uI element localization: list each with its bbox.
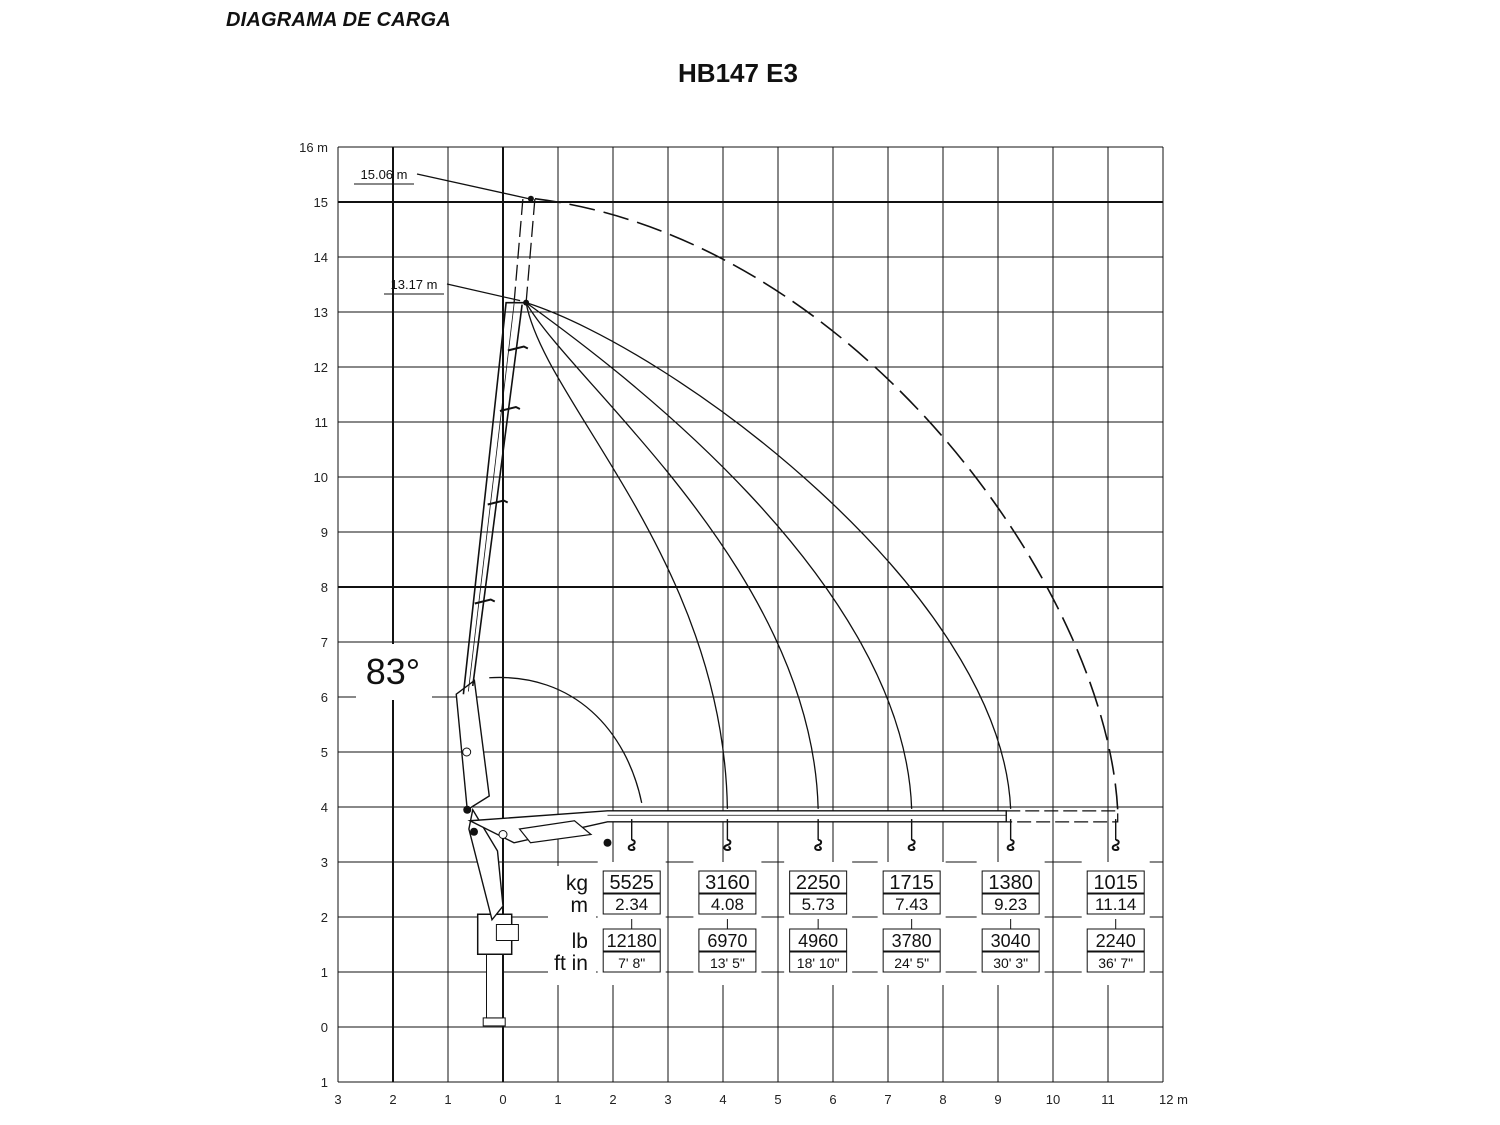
y-tick-label: 13 — [313, 305, 328, 320]
load-kg: 3160 — [705, 872, 750, 894]
load-kg: 1015 — [1093, 872, 1138, 894]
jib-outline — [1006, 811, 1117, 822]
y-tick-label: 5 — [320, 745, 328, 760]
x-tick-label: 10 — [1045, 1092, 1061, 1107]
x-tick-label: 1 — [444, 1092, 452, 1107]
reach-m: 11.14 — [1095, 895, 1137, 914]
pivot-joint — [463, 806, 471, 814]
x-tick-label: 4 — [719, 1092, 727, 1107]
y-tick-label: 6 — [320, 690, 328, 705]
x-tick-label: 1 — [554, 1092, 562, 1107]
x-tick-label: 3 — [334, 1092, 342, 1107]
load-lb: 12180 — [606, 931, 657, 951]
load-boxes — [603, 871, 1144, 972]
load-lb: 3780 — [891, 931, 932, 951]
x-tick-label: 8 — [939, 1092, 947, 1107]
y-tick-label: 8 — [320, 580, 328, 595]
y-tick-label: 9 — [320, 525, 328, 540]
model-title: HB147 E3 — [678, 58, 798, 88]
x-tick-label: 9 — [994, 1092, 1002, 1107]
lift-curves — [489, 199, 1117, 810]
y-tick-label: 12 — [313, 360, 328, 375]
labels — [354, 167, 588, 975]
x-tick-label: 2 — [389, 1092, 397, 1107]
max-reach-envelope — [535, 199, 1118, 810]
load-kg: 1715 — [889, 872, 934, 894]
extension-boom — [463, 303, 526, 695]
x-tick-label: 0 — [499, 1092, 507, 1107]
hook-icon — [629, 840, 635, 850]
height-label-max: 15.06 m — [360, 167, 408, 182]
reach-ftin: 24' 5" — [894, 955, 930, 971]
y-tick-label: 15 — [313, 195, 328, 210]
x-tick-label: 3 — [664, 1092, 672, 1107]
jib-outline — [526, 199, 535, 303]
x-tick-label: 11 — [1101, 1092, 1115, 1107]
jib-outline — [514, 199, 523, 303]
reach-m: 5.73 — [801, 895, 835, 914]
y-tick-label: 3 — [320, 855, 328, 870]
height-leader — [447, 284, 520, 301]
hook-icon — [1113, 840, 1119, 850]
load-kg: 1380 — [988, 872, 1033, 894]
x-tick-label: 5 — [774, 1092, 782, 1107]
hook-icon — [909, 840, 915, 850]
unit-kg: kg — [565, 872, 588, 895]
pivot-joint — [604, 839, 612, 847]
document-label: DIAGRAMA DE CARGA — [226, 9, 451, 31]
reach-ftin: 36' 7" — [1098, 955, 1134, 971]
y-tick-label: 0 — [320, 1020, 328, 1035]
reach-ftin: 13' 5" — [709, 955, 745, 971]
y-tick-label: 16 m — [299, 140, 328, 155]
lift-curve — [526, 303, 727, 809]
reach-m: 2.34 — [615, 895, 649, 914]
hook-icon — [724, 840, 730, 850]
lift-curve — [489, 677, 641, 802]
height-leader — [417, 174, 529, 199]
load-kg: 5525 — [609, 872, 654, 894]
reach-ftin: 30' 3" — [993, 955, 1029, 971]
pivot-joint — [499, 831, 507, 839]
hook-icon — [1008, 840, 1014, 850]
pivot-joint — [463, 748, 471, 756]
x-tick-label: 12 m — [1159, 1092, 1188, 1107]
reach-m: 7.43 — [895, 895, 929, 914]
x-tick-label: 7 — [884, 1092, 892, 1107]
load-lb: 3040 — [990, 931, 1031, 951]
reach-m: 9.23 — [994, 895, 1028, 914]
control-valve — [496, 925, 518, 941]
y-tick-label: 2 — [320, 910, 328, 925]
hose-clamp — [475, 600, 495, 604]
unit-lb: lb — [571, 930, 588, 953]
hook-icon — [815, 840, 821, 850]
extension-boom — [473, 305, 522, 686]
reach-ftin: 7' 8" — [618, 955, 646, 971]
y-tick-label: 1 — [320, 1075, 328, 1090]
load-lb: 6970 — [707, 931, 748, 951]
y-tick-label: 14 — [313, 250, 328, 265]
load-lb: 2240 — [1095, 931, 1136, 951]
y-tick-label: 10 — [313, 470, 328, 485]
lift-curve — [526, 303, 818, 809]
crane-base — [483, 1018, 505, 1026]
y-tick-label: 11 — [314, 415, 328, 430]
reach-ftin: 18' 10" — [796, 955, 840, 971]
y-tick-label: 7 — [320, 635, 328, 650]
load-kg: 2250 — [795, 872, 841, 894]
y-tick-label: 4 — [320, 800, 328, 815]
unit-ftin: ft in — [554, 952, 588, 975]
x-tick-label: 2 — [609, 1092, 617, 1107]
unit-m: m — [570, 894, 588, 917]
second-boom — [456, 681, 489, 810]
height-label-boom: 13.17 m — [390, 277, 438, 292]
x-tick-label: 6 — [829, 1092, 837, 1107]
y-tick-label: 1 — [320, 965, 328, 980]
extension-boom — [468, 304, 514, 692]
lift-curve — [526, 303, 1011, 809]
pivot-joint — [470, 828, 478, 836]
reach-m: 4.08 — [710, 895, 744, 914]
hose-clamp — [508, 347, 528, 351]
angle-label: 83° — [365, 651, 421, 692]
load-lb: 4960 — [798, 931, 839, 951]
lift-curve — [526, 303, 912, 809]
